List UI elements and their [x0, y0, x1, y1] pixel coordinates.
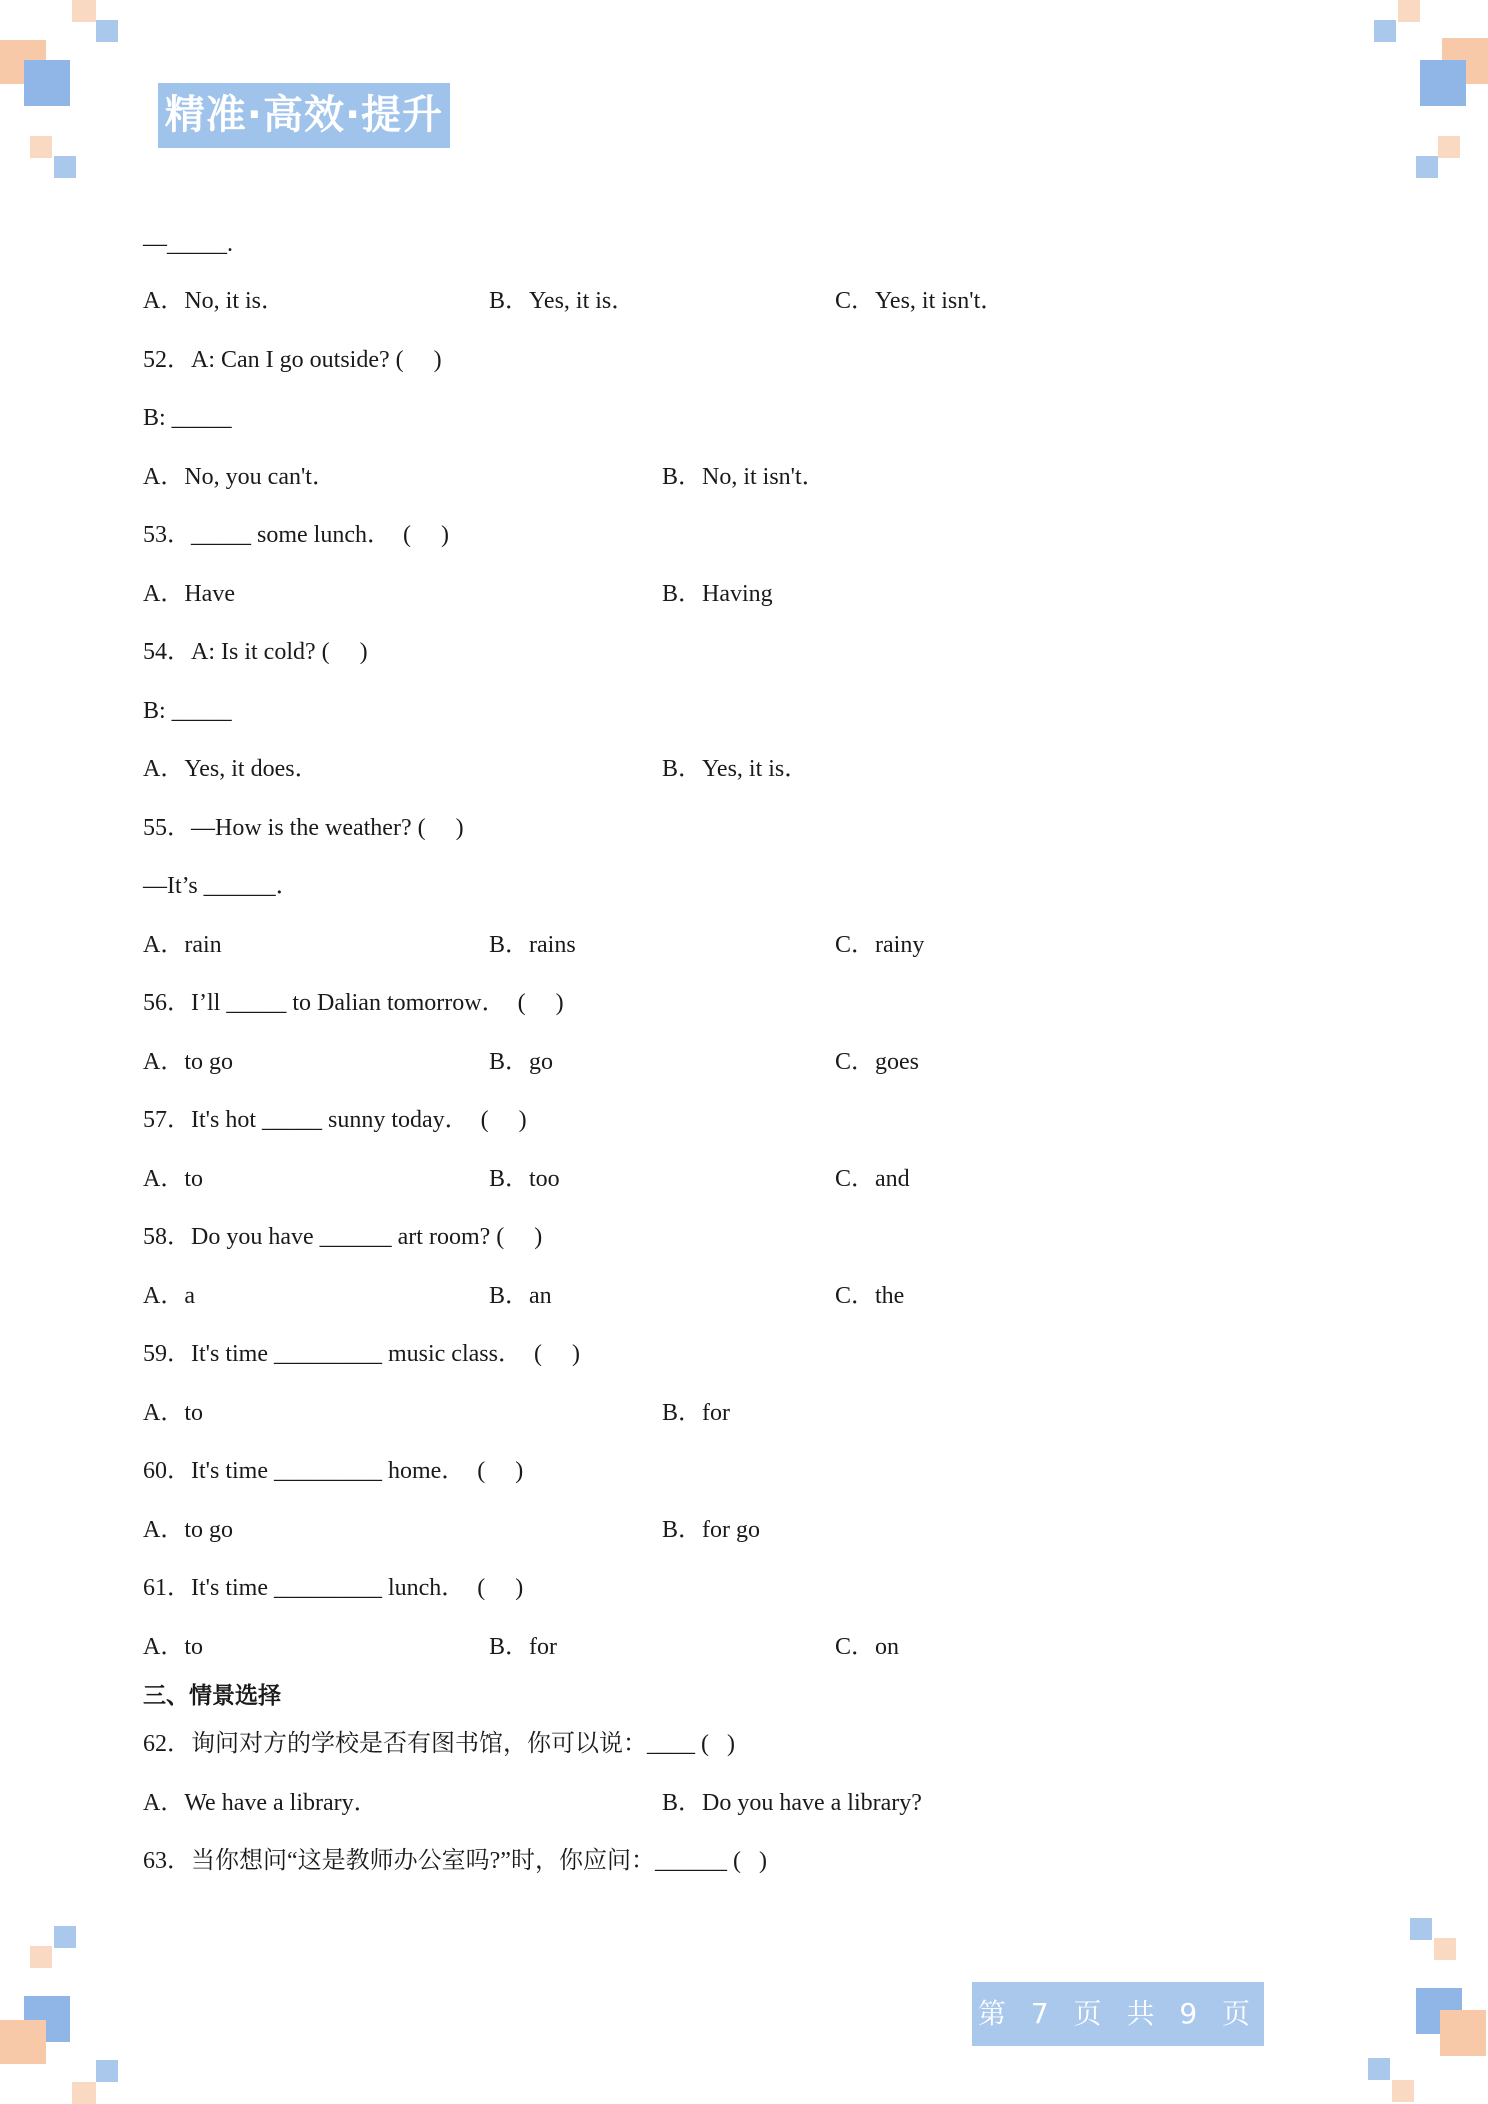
question-58: 58．Do you have ______ art room? ( ): [143, 1224, 543, 1250]
option-62-a[interactable]: A．We have a library．: [143, 1790, 378, 1816]
option-57-c[interactable]: C．and: [835, 1166, 910, 1192]
option-59-b[interactable]: B．for: [662, 1400, 730, 1426]
header-banner: 精准·高效·提升: [158, 83, 450, 148]
question-61: 61．It's time _________ lunch． ( ): [143, 1575, 524, 1601]
option-54-b[interactable]: B．Yes, it is．: [662, 756, 809, 782]
option-55-a[interactable]: A．rain: [143, 932, 222, 958]
option-54-a[interactable]: A．Yes, it does．: [143, 756, 319, 782]
option-51-b[interactable]: B．Yes, it is．: [489, 288, 636, 314]
option-52-b[interactable]: B．No, it isn't．: [662, 464, 826, 490]
question-63: 63．当你想问“这是教师办公室吗?”时，你应问：______ ( ): [143, 1848, 767, 1874]
question-55-answer-line: —It’s ______．: [143, 873, 300, 899]
question-59: 59．It's time _________ music class． ( ): [143, 1341, 580, 1367]
option-56-b[interactable]: B．go: [489, 1049, 554, 1075]
option-58-c[interactable]: C．the: [835, 1283, 905, 1309]
question-57: 57．It's hot _____ sunny today． ( ): [143, 1107, 527, 1133]
option-53-b[interactable]: B．Having: [662, 581, 773, 607]
question-53: 53．_____ some lunch． ( ): [143, 522, 449, 548]
option-55-b[interactable]: B．rains: [489, 932, 576, 958]
option-59-a[interactable]: A．to: [143, 1400, 203, 1426]
question-56: 56．I’ll _____ to Dalian tomorrow． ( ): [143, 990, 564, 1016]
section-heading: 三、情景选择: [143, 1682, 281, 1709]
option-57-b[interactable]: B．too: [489, 1166, 560, 1192]
option-62-b[interactable]: B．Do you have a library?: [662, 1790, 922, 1816]
option-57-a[interactable]: A．to: [143, 1166, 203, 1192]
question-51-answer-line: —_____.: [143, 231, 233, 257]
question-62: 62．询问对方的学校是否有图书馆，你可以说：____ ( ): [143, 1731, 735, 1757]
page-indicator: 第 7 页 共 9 页: [972, 1982, 1264, 2046]
question-54: 54．A: Is it cold? ( ): [143, 639, 368, 665]
option-55-c[interactable]: C．rainy: [835, 932, 925, 958]
option-60-b[interactable]: B．for go: [662, 1517, 760, 1543]
option-56-c[interactable]: C．goes: [835, 1049, 919, 1075]
question-54-answer-line: B: _____: [143, 698, 232, 724]
question-52-answer-line: B: _____: [143, 405, 232, 431]
option-52-a[interactable]: A．No, you can't．: [143, 464, 336, 490]
option-53-a[interactable]: A．Have: [143, 581, 235, 607]
option-60-a[interactable]: A．to go: [143, 1517, 233, 1543]
option-61-a[interactable]: A．to: [143, 1634, 203, 1660]
option-58-a[interactable]: A．a: [143, 1283, 195, 1309]
question-55: 55．—How is the weather? ( ): [143, 815, 464, 841]
option-51-a[interactable]: A．No, it is．: [143, 288, 286, 314]
option-51-c[interactable]: C．Yes, it isn't．: [835, 288, 1005, 314]
option-56-a[interactable]: A．to go: [143, 1049, 233, 1075]
option-58-b[interactable]: B．an: [489, 1283, 552, 1309]
option-61-c[interactable]: C．on: [835, 1634, 900, 1660]
option-61-b[interactable]: B．for: [489, 1634, 557, 1660]
question-52: 52．A: Can I go outside? ( ): [143, 347, 442, 373]
question-60: 60．It's time _________ home． ( ): [143, 1458, 524, 1484]
